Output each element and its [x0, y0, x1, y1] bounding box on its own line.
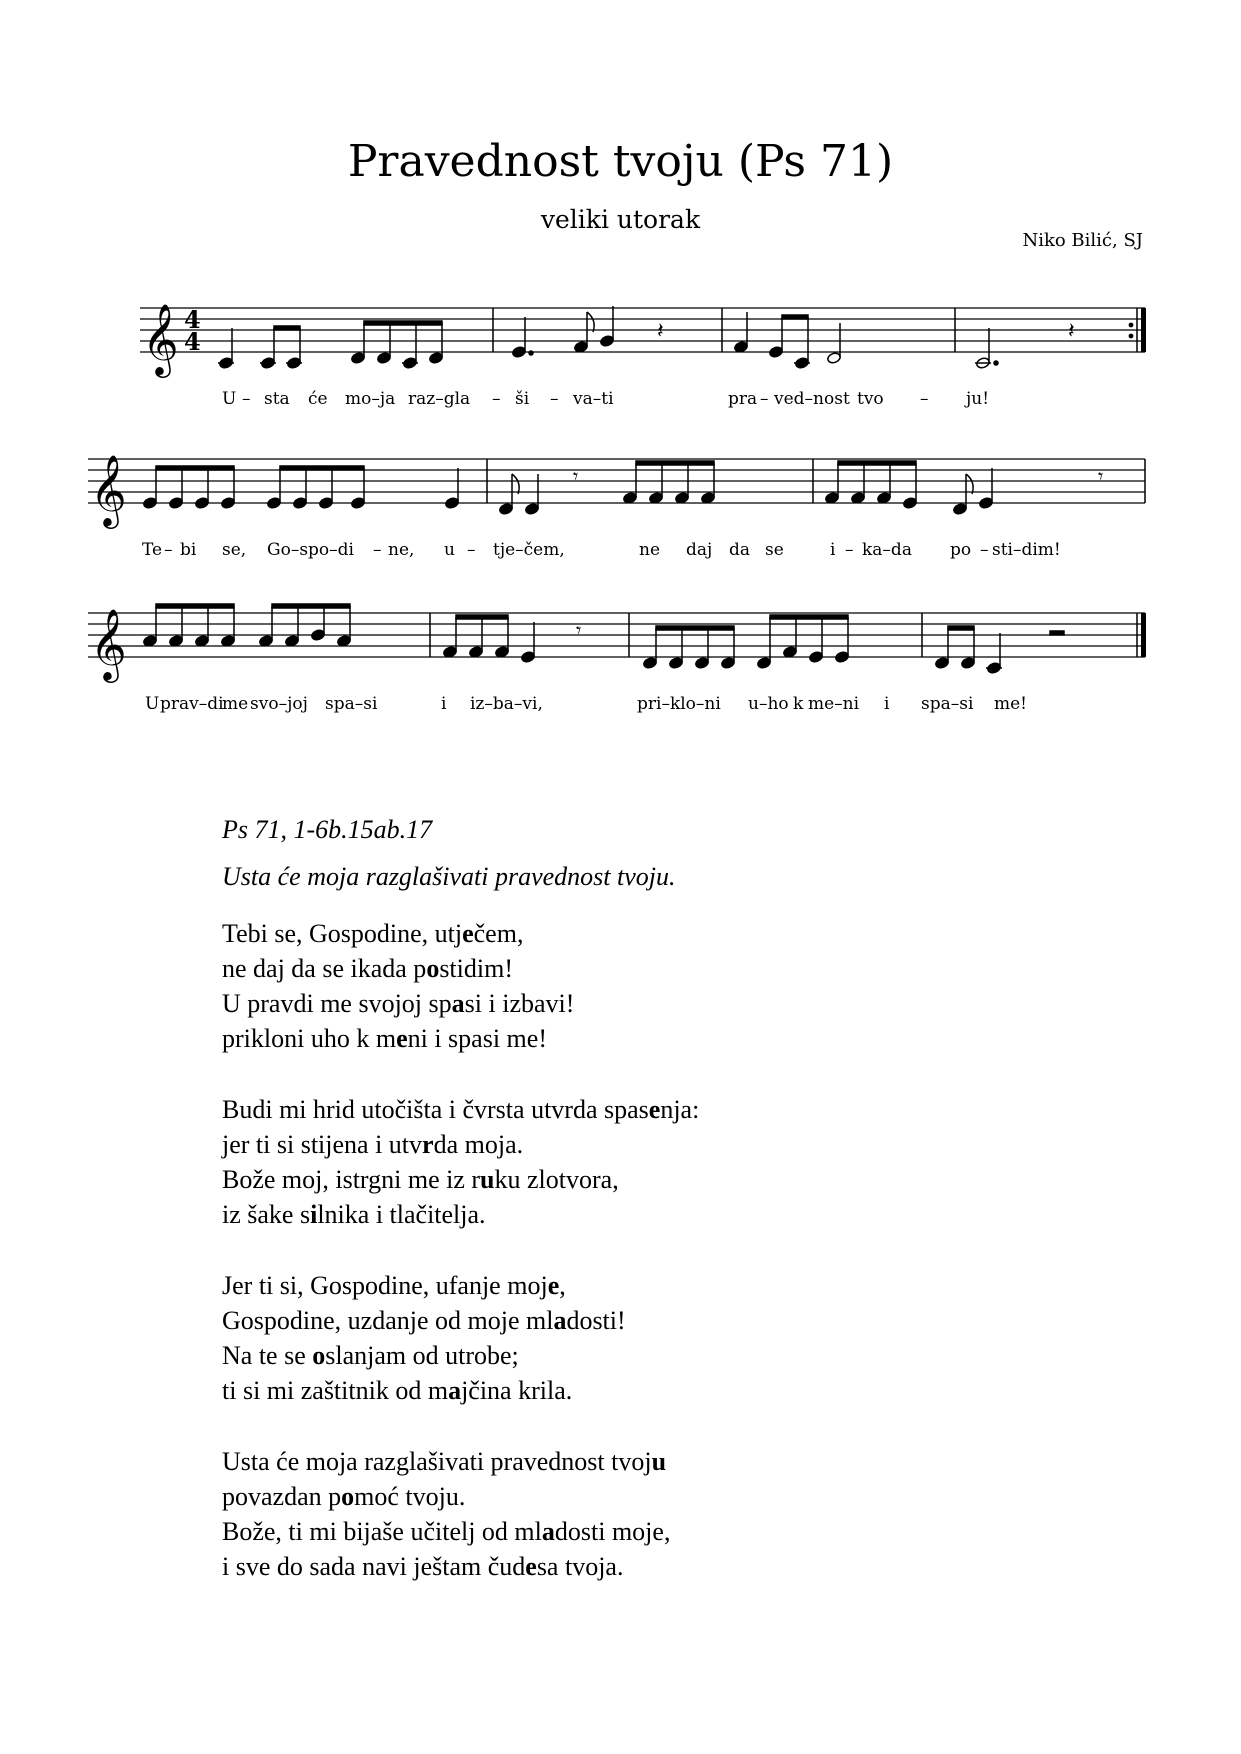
verse-text: sa tvoja.	[536, 1552, 624, 1581]
verse-text: prikloni uho k m	[222, 1024, 397, 1053]
lyric-syllable: ved–nost	[774, 389, 850, 409]
treble-clef: 𝄞	[90, 453, 127, 526]
accent-letter: r	[422, 1130, 434, 1159]
lyric-syllable: me	[222, 694, 249, 714]
lyric-syllable: i	[830, 540, 836, 560]
lyric-syllable: ne	[639, 540, 661, 560]
notes	[143, 461, 1104, 515]
svg-text:𝄾: 𝄾	[573, 464, 579, 488]
lyric-syllable: sti–dim!	[992, 540, 1061, 560]
accent-letter: o	[341, 1482, 355, 1511]
page-title: Pravednost tvoju (Ps 71)	[347, 136, 894, 187]
lyric-syllable: se,	[222, 540, 247, 560]
verse-text: nja:	[660, 1095, 700, 1124]
music-system-1	[0, 280, 1241, 420]
verse-text: si i izbavi!	[464, 989, 575, 1018]
stanza	[222, 1444, 1122, 1584]
verse-text: ne daj da se ikada p	[222, 954, 427, 983]
lyric-syllable: mo–ja	[345, 389, 396, 409]
psalm-text	[222, 812, 1122, 1620]
lyric-syllable: spa–si	[921, 694, 974, 714]
lyric-syllable: va–ti	[573, 389, 614, 409]
verse-line	[222, 1373, 1122, 1408]
verse-line	[222, 951, 1122, 986]
verse-text: stidim!	[439, 954, 513, 983]
verse-text: U pravdi me svojoj sp	[222, 989, 452, 1018]
lyric-syllable: raz–gla	[408, 389, 471, 409]
lyrics-row-1	[222, 389, 989, 409]
treble-clef: 𝄞	[142, 302, 179, 375]
svg-text:𝄽: 𝄽	[657, 319, 664, 344]
accent-letter: e	[396, 1024, 408, 1053]
notes	[218, 306, 1075, 369]
accent-letter: a	[448, 1376, 462, 1405]
psalm-refrain: Usta će moja razglašivati pravednost tvoju.	[222, 862, 676, 891]
verse-text: Tebi se, Gospodine, utj	[222, 919, 463, 948]
verse-line	[222, 1021, 1122, 1056]
verse-text: Jer ti si, Gospodine, ufanje moj	[222, 1271, 548, 1300]
accent-letter: a	[553, 1306, 567, 1335]
verse-text: jčina krila.	[461, 1376, 573, 1405]
lyric-syllable: –	[467, 540, 476, 560]
verse-line	[222, 1514, 1122, 1549]
lyric-syllable: ka–da	[862, 540, 912, 560]
staff-lines	[88, 613, 1145, 657]
verse-line	[222, 1549, 1122, 1584]
lyric-syllable: me!	[994, 694, 1028, 714]
lyric-syllable: po	[950, 540, 972, 560]
stanza	[222, 1268, 1122, 1408]
stanza	[222, 916, 1122, 1056]
accent-letter: o	[426, 954, 440, 983]
verse-text: Bože moj, istrgni me iz r	[222, 1165, 481, 1194]
lyric-syllable: –	[920, 389, 929, 409]
verse-text: Usta će moja razglašivati pravednost tvoj	[222, 1447, 652, 1476]
lyric-syllable: spa–si	[325, 694, 378, 714]
lyric-syllable: u–ho	[748, 694, 789, 714]
time-signature-bottom: 4	[184, 327, 201, 356]
staff-lines	[88, 459, 1145, 503]
lyric-syllable: –	[980, 540, 989, 560]
lyric-syllable: će	[308, 389, 328, 409]
lyric-syllable: se	[765, 540, 784, 560]
lyric-syllable: u	[444, 540, 455, 560]
lyric-syllable: U	[222, 389, 237, 409]
accent-letter: u	[480, 1165, 495, 1194]
lyric-syllable: ju!	[966, 389, 990, 409]
treble-clef: 𝄞	[90, 607, 127, 680]
verse-text: povazdan p	[222, 1482, 342, 1511]
lyric-syllable: –	[492, 389, 501, 409]
lyrics-row-3	[145, 694, 1027, 714]
lyric-syllable: –	[242, 389, 251, 409]
verse-text: dosti moje,	[554, 1517, 671, 1546]
svg-text:𝄾: 𝄾	[576, 618, 582, 642]
verse-line	[222, 1303, 1122, 1338]
psalm-reference: Ps 71, 1-6b.15ab.17	[222, 815, 433, 844]
verse-text: Budi mi hrid utočišta i čvrsta utvrda spas	[222, 1095, 649, 1124]
accent-letter: e	[547, 1271, 560, 1300]
lyric-syllable: i	[884, 694, 890, 714]
verse-text: Na te se	[222, 1341, 313, 1370]
lyric-syllable: me–ni	[808, 694, 860, 714]
lyric-syllable: Go–spo–di	[267, 540, 354, 560]
final-barline	[1141, 613, 1146, 657]
verse-text: dosti!	[566, 1306, 626, 1335]
final-repeat-barline	[1141, 308, 1146, 352]
verse-text: Bože, ti mi bijaše učitelj od ml	[222, 1517, 542, 1546]
lyric-syllable: pri–klo–ni	[637, 694, 721, 714]
verse-line	[222, 1197, 1122, 1232]
verse-text: čem,	[473, 919, 524, 948]
composer-credit: Niko Bilić, SJ	[1022, 230, 1143, 251]
accent-letter: e	[525, 1552, 537, 1581]
accent-letter: u	[651, 1447, 667, 1476]
svg-text:𝄾: 𝄾	[1098, 464, 1104, 488]
svg-text:𝄽: 𝄽	[1068, 319, 1075, 344]
verse-line	[222, 1127, 1122, 1162]
stanza	[222, 1092, 1122, 1232]
verse-line	[222, 916, 1122, 951]
verse-text: i sve do sada navi ještam čud	[222, 1552, 526, 1581]
lyric-syllable: sta	[264, 389, 290, 409]
verse-text: ni i spasi me!	[407, 1024, 547, 1053]
lyric-syllable: bi	[180, 540, 197, 560]
lyric-syllable: ši	[515, 389, 530, 409]
lyric-syllable: –	[550, 389, 559, 409]
verse-line	[222, 1338, 1122, 1373]
lyric-syllable: –	[373, 540, 382, 560]
verse-line	[222, 1479, 1122, 1514]
lyric-syllable: da	[729, 540, 751, 560]
verse-line	[222, 1092, 1122, 1127]
verse-text: jer ti si stijena i utv	[222, 1130, 423, 1159]
verse-text: lnika i tlačitelja.	[317, 1200, 486, 1229]
lyric-syllable: daj	[686, 540, 713, 560]
verse-text: ti si mi zaštitnik od m	[222, 1376, 449, 1405]
verse-text: Gospodine, uzdanje od moje ml	[222, 1306, 554, 1335]
lyric-syllable: –	[164, 540, 173, 560]
verse-text: ku zlotvora,	[494, 1165, 619, 1194]
verse-line	[222, 1162, 1122, 1197]
repeat-dot	[1129, 334, 1134, 339]
lyric-syllable: i	[441, 694, 447, 714]
accent-letter: e	[648, 1095, 661, 1124]
stanzas	[222, 916, 1122, 1584]
lyric-syllable: –	[845, 540, 854, 560]
accent-letter: o	[312, 1341, 326, 1370]
page-subtitle: veliki utorak	[540, 205, 701, 234]
verse-text: iz šake s	[222, 1200, 311, 1229]
verse-text: ,	[559, 1271, 566, 1300]
verse-text: da moja.	[433, 1130, 524, 1159]
lyric-syllable: tvo	[857, 389, 884, 409]
lyric-syllable: –	[760, 389, 769, 409]
accent-letter: a	[541, 1517, 555, 1546]
music-system-3	[0, 585, 1241, 725]
lyric-syllable: k	[793, 694, 804, 714]
verse-text: slanjam od utrobe;	[325, 1341, 519, 1370]
lyric-syllable: iz–ba–vi,	[470, 694, 543, 714]
lyric-syllable: ne,	[388, 540, 415, 560]
verse-line	[222, 1268, 1122, 1303]
lyric-syllable: svo–joj	[250, 694, 308, 714]
repeat-dot	[1129, 323, 1134, 328]
accent-letter: i	[310, 1200, 318, 1229]
lyric-syllable: tje–čem,	[493, 540, 565, 560]
lyric-syllable: Te	[142, 540, 163, 560]
verse-line	[222, 986, 1122, 1021]
notes	[143, 604, 1064, 674]
lyric-syllable: U	[145, 694, 160, 714]
verse-text: moć tvoju.	[354, 1482, 466, 1511]
accent-letter: e	[462, 919, 474, 948]
verse-line	[222, 1444, 1122, 1479]
accent-letter: a	[451, 989, 465, 1018]
time-signature-top: 4	[184, 305, 201, 334]
music-system-2	[0, 431, 1241, 571]
lyrics-row-2	[142, 540, 1061, 560]
lyric-syllable: pra	[728, 389, 758, 409]
lyric-syllable: prav–di	[160, 694, 224, 714]
